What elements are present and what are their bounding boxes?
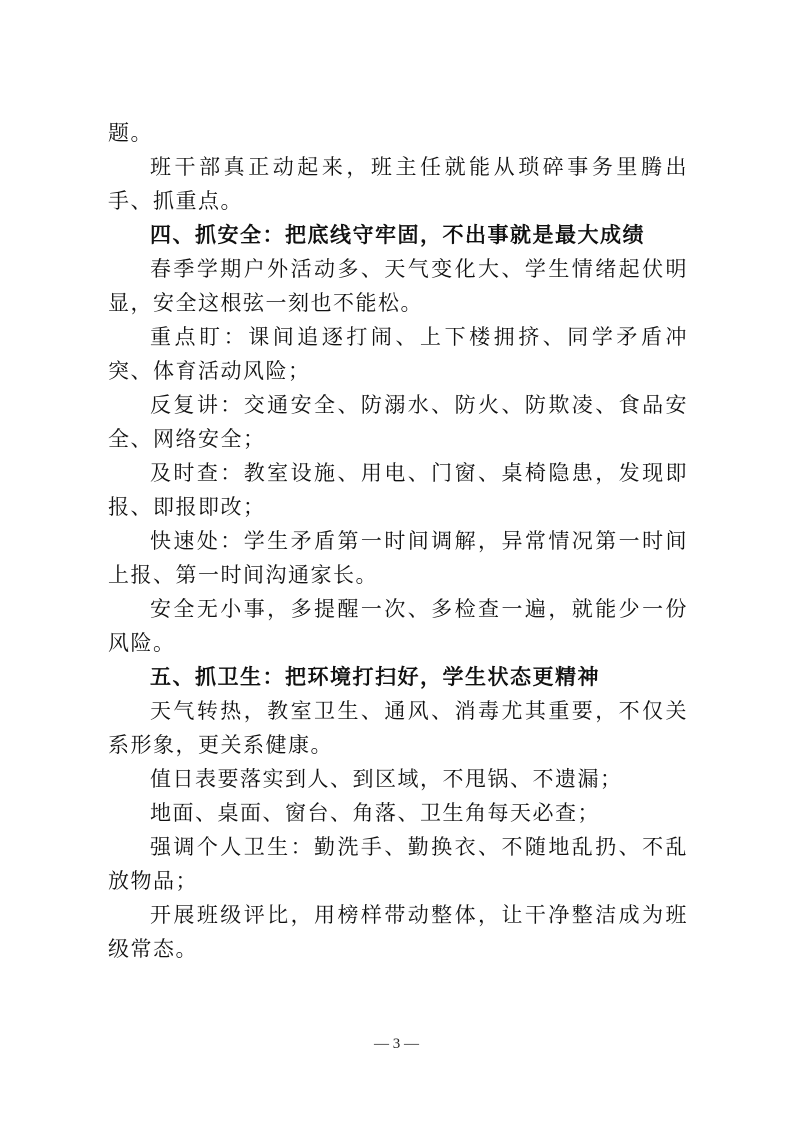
paragraph-hygiene-intro: 天气转热，教室卫生、通风、消毒尤其重要，不仅关系形象，更关系健康。 — [108, 699, 688, 757]
paragraph-safety-check: 及时查：教室设施、用电、门窗、桌椅隐患，发现即报、即报即改； — [108, 461, 688, 519]
paragraph-safety-repeat: 反复讲：交通安全、防溺水、防火、防欺凌、食品安全、网络安全； — [108, 393, 688, 451]
paragraph-hygiene-personal: 强调个人卫生：勤洗手、勤换衣、不随地乱扔、不乱放物品； — [108, 835, 688, 893]
section-heading-safety: 四、抓安全：把底线守牢固，不出事就是最大成绩 — [150, 223, 645, 247]
paragraph-hygiene-daily-check: 地面、桌面、窗台、角落、卫生角每天必查； — [150, 801, 600, 825]
paragraph-continuation: 题。 — [108, 121, 153, 145]
paragraph-safety-focus: 重点盯：课间追逐打闹、上下楼拥挤、同学矛盾冲突、体育活动风险； — [108, 325, 688, 383]
paragraph-hygiene-duty: 值日表要落实到人、到区域，不甩锅、不遗漏； — [150, 767, 623, 791]
paragraph-safety-intro: 春季学期户外活动多、天气变化大、学生情绪起伏明显，安全这根弦一刻也不能松。 — [108, 257, 688, 315]
page-number: — 3 — — [374, 1036, 419, 1052]
document-body — [108, 116, 688, 966]
paragraph-class-cadres: 班干部真正动起来，班主任就能从琐碎事务里腾出手、抓重点。 — [108, 155, 688, 213]
paragraph-safety-handle: 快速处：学生矛盾第一时间调解，异常情况第一时间上报、第一时间沟通家长。 — [108, 529, 688, 587]
paragraph-hygiene-evaluation: 开展班级评比，用榜样带动整体，让干净整洁成为班级常态。 — [108, 903, 688, 961]
paragraph-safety-summary: 安全无小事，多提醒一次、多检查一遍，就能少一份风险。 — [108, 597, 688, 655]
section-heading-hygiene: 五、抓卫生：把环境打扫好，学生状态更精神 — [150, 665, 600, 689]
